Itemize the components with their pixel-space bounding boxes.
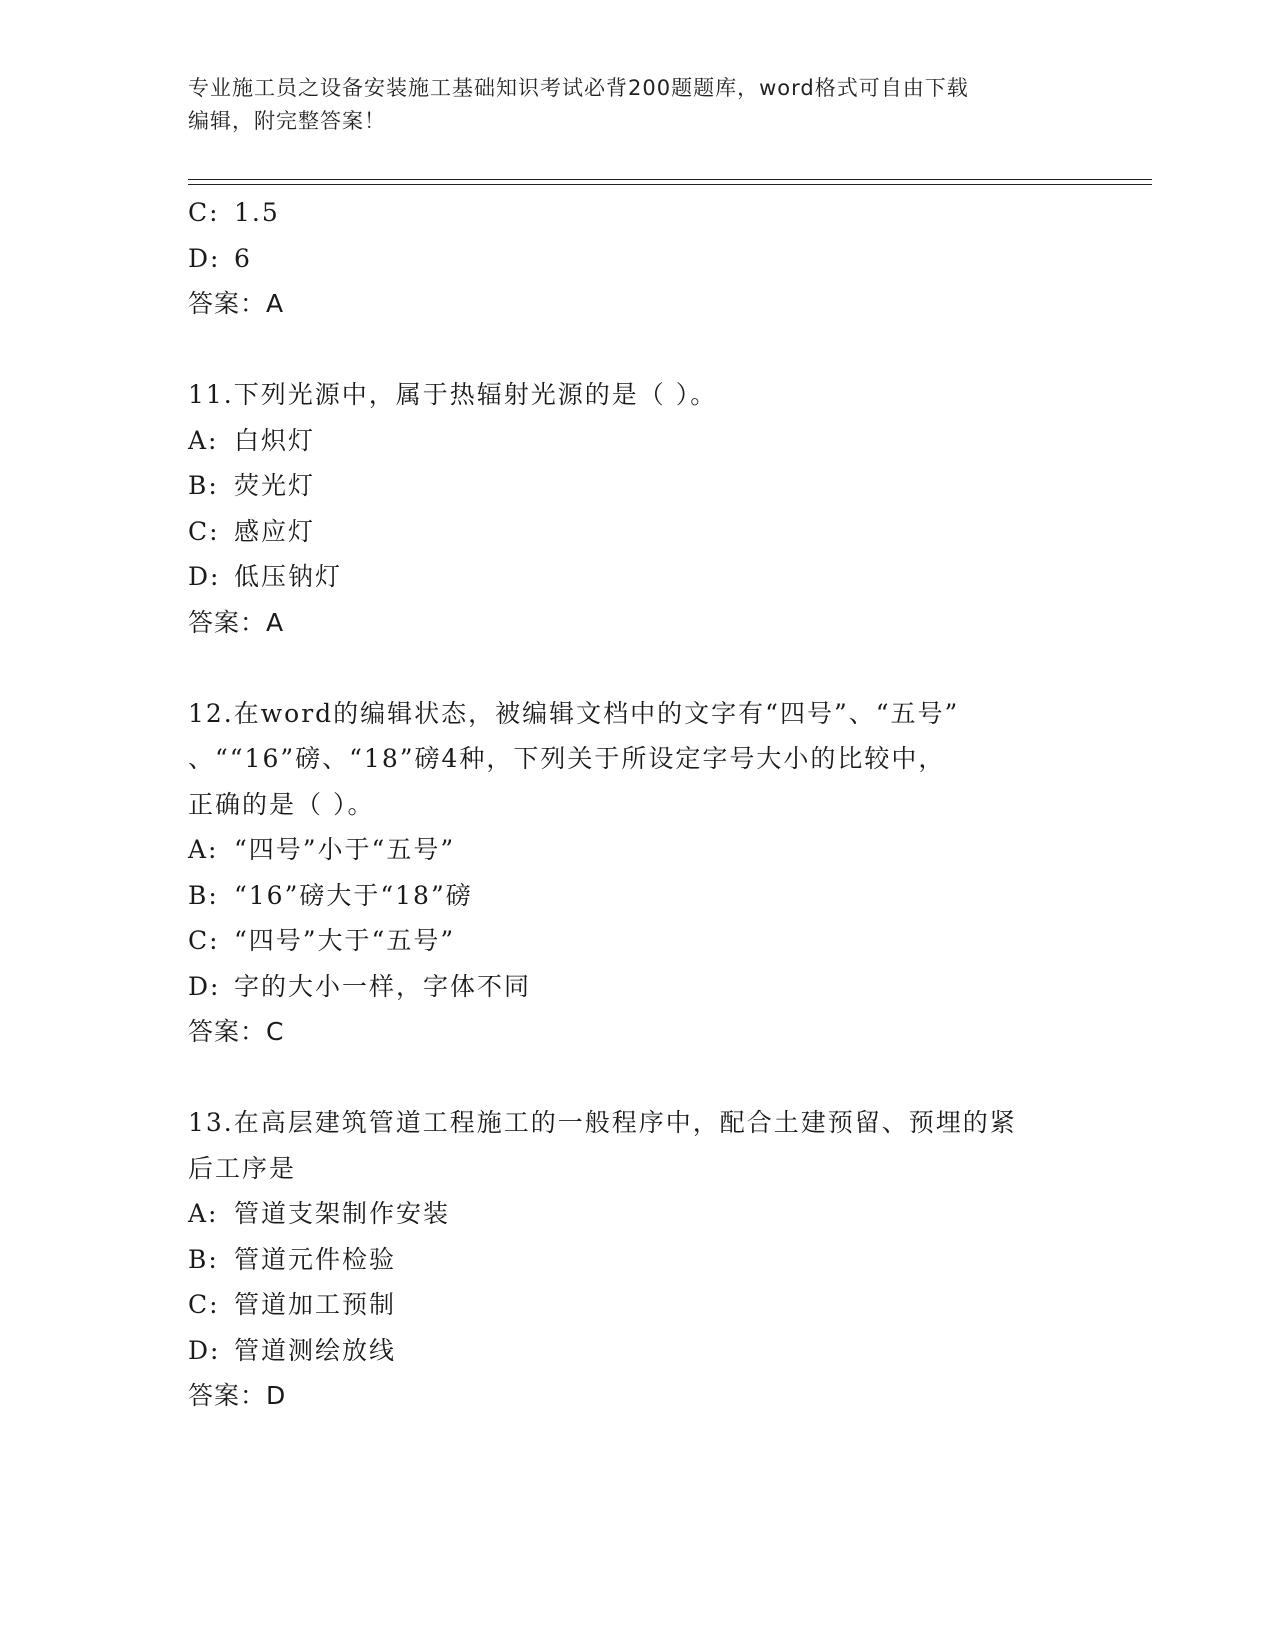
stem-line: 后工序是 <box>188 1153 297 1183</box>
stem-line: 13.在高层建筑管道工程施工的一般程序中，配合土建预留、预埋的紧 <box>188 1108 1017 1137</box>
option-label: A: <box>188 1199 219 1228</box>
option-text: 管道元件检验 <box>234 1244 397 1274</box>
option-label: C: <box>188 516 220 546</box>
stem-line: 、““16”磅、“18”磅4种，下列关于所设定字号大小的比较中， <box>188 744 946 773</box>
option-d <box>188 964 1088 1010</box>
option-text: 荧光灯 <box>234 471 316 500</box>
answer-line: 答案：D <box>188 1381 287 1410</box>
option-text: 管道支架制作安装 <box>234 1199 451 1228</box>
answer-line: 答案：A <box>188 607 285 637</box>
option-label: B: <box>188 471 219 500</box>
question-11 <box>188 372 1088 645</box>
option-d <box>188 1328 1088 1374</box>
question-stem <box>188 1100 1068 1191</box>
option-b <box>188 873 1088 919</box>
option-label: C: <box>188 198 220 227</box>
option-label: D: <box>188 971 221 1001</box>
stem-line: 11.下列光源中，属于热辐射光源的是（ ）。 <box>188 380 718 409</box>
option-text: 管道测绘放线 <box>234 1335 397 1365</box>
header-title-line-1: 专业施工员之设备安装施工基础知识考试必背200题题库，word格式可自由下载 <box>188 76 969 100</box>
spacer <box>188 1055 1088 1101</box>
option-c <box>188 918 1088 964</box>
question-stem <box>188 691 1068 828</box>
option-a <box>188 827 1088 873</box>
option-label: A: <box>188 835 219 864</box>
question-12 <box>188 691 1088 1055</box>
option-text: 白炽灯 <box>234 425 316 455</box>
option-b <box>188 463 1088 509</box>
option-text: “四号”大于“五号” <box>234 926 456 955</box>
document-body <box>188 190 1088 1419</box>
option-c <box>188 190 1088 236</box>
document-header <box>188 72 1068 138</box>
option-d <box>188 554 1088 600</box>
option-label: D: <box>188 562 221 591</box>
option-text: 感应灯 <box>234 516 316 546</box>
question-10-tail <box>188 190 1088 327</box>
option-c <box>188 1282 1088 1328</box>
header-rule-top <box>188 179 1152 180</box>
option-label: D: <box>188 243 221 273</box>
option-text: 管道加工预制 <box>234 1290 397 1319</box>
header-rule-bottom <box>188 184 1152 185</box>
option-label: B: <box>188 880 219 910</box>
spacer <box>188 645 1088 691</box>
option-label: C: <box>188 926 220 955</box>
question-13 <box>188 1100 1088 1419</box>
option-a <box>188 1191 1088 1237</box>
option-text: 1.5 <box>234 198 280 227</box>
option-a <box>188 418 1088 464</box>
header-title-line-2: 编辑，附完整答案！ <box>188 109 386 133</box>
option-d <box>188 236 1088 282</box>
stem-line: 12.在word的编辑状态，被编辑文档中的文字有“四号”、“五号” <box>188 698 960 728</box>
stem-line: 正确的是（ ）。 <box>188 789 375 819</box>
option-label: B: <box>188 1244 219 1274</box>
question-stem <box>188 372 1068 418</box>
option-b <box>188 1237 1088 1283</box>
option-c <box>188 509 1088 555</box>
option-text: 6 <box>234 243 252 273</box>
option-text: 低压钠灯 <box>234 562 343 591</box>
option-text: “四号”小于“五号” <box>234 835 456 864</box>
option-label: C: <box>188 1290 220 1319</box>
option-label: D: <box>188 1335 221 1365</box>
option-text: 字的大小一样，字体不同 <box>234 971 532 1001</box>
answer-line: 答案：A <box>188 289 285 318</box>
answer-line: 答案：C <box>188 1017 285 1046</box>
spacer <box>188 327 1088 373</box>
option-label: A: <box>188 425 219 455</box>
option-text: “16”磅大于“18”磅 <box>234 880 473 910</box>
